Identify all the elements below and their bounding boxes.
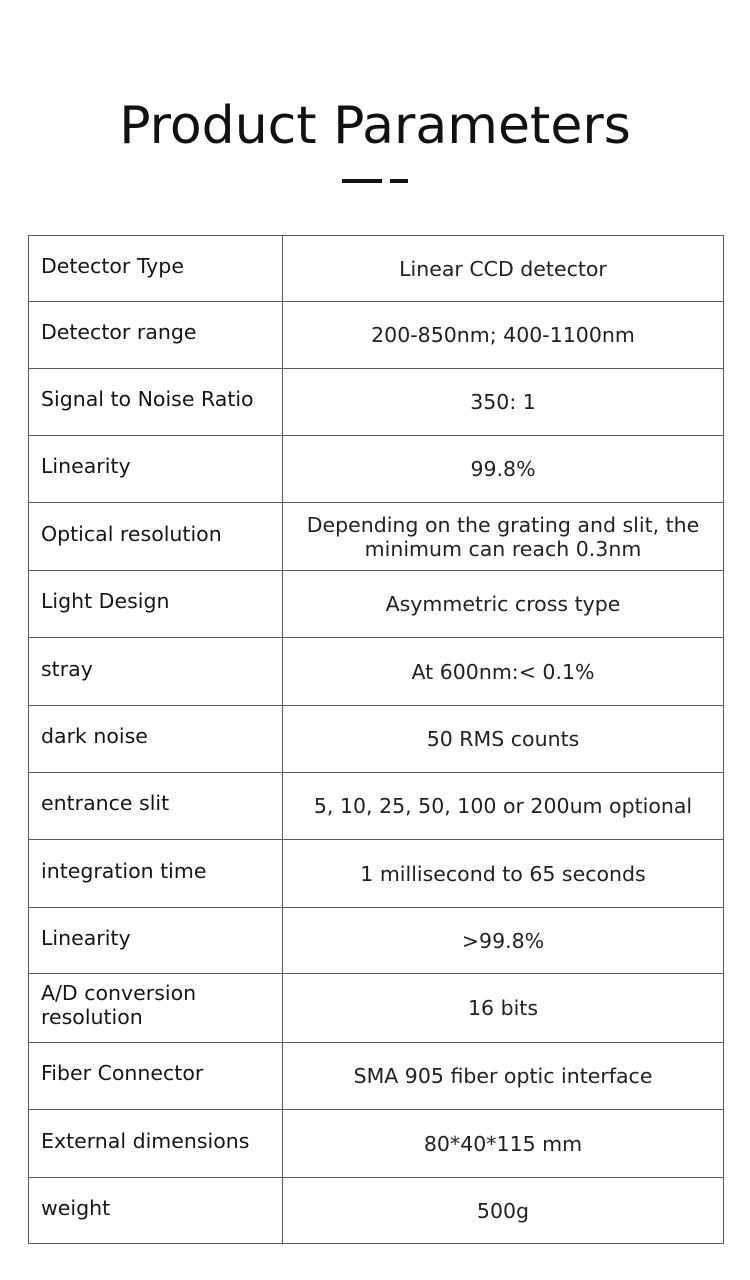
row-label	[29, 638, 283, 706]
row-label	[29, 974, 283, 1043]
row-value: SMA 905 fiber optic interface	[283, 1043, 724, 1110]
row-label-text: entrance slit	[41, 791, 170, 815]
row-value: 16 bits	[283, 974, 724, 1043]
row-label-text: Linearity	[41, 454, 131, 478]
row-label	[29, 1110, 283, 1178]
table-row	[29, 1043, 724, 1110]
row-value: At 600nm:< 0.1%	[283, 638, 724, 706]
table-row	[29, 773, 724, 840]
row-value: 50 RMS counts	[283, 706, 724, 773]
table-row	[29, 706, 724, 773]
row-label-text: integration time	[41, 858, 207, 883]
row-label-text: Fiber Connector	[41, 1061, 204, 1085]
table-row	[29, 436, 724, 503]
row-label	[29, 436, 283, 503]
row-value: 500g	[283, 1178, 724, 1244]
row-value: 350: 1	[283, 369, 724, 436]
row-label-text: A/D conversion resolution	[41, 981, 197, 1029]
row-label-text: dark noise	[41, 724, 148, 748]
row-label	[29, 503, 283, 571]
row-label	[29, 302, 283, 369]
title-underline-long	[342, 179, 382, 183]
table-row	[29, 369, 724, 436]
page-title: Product Parameters	[119, 96, 631, 156]
row-label-text: weight	[41, 1195, 111, 1220]
table-row	[29, 1110, 724, 1178]
row-value: >99.8%	[283, 908, 724, 974]
row-value: Depending on the grating and slit, the minimum can reach 0.3nm	[283, 503, 724, 571]
row-label-text: Detector range	[41, 320, 197, 344]
table-row	[29, 1178, 724, 1244]
row-label	[29, 773, 283, 840]
row-label	[29, 1178, 283, 1244]
row-value: Asymmetric cross type	[283, 571, 724, 638]
row-label-text: Linearity	[41, 925, 131, 950]
row-label	[29, 1043, 283, 1110]
row-label	[29, 840, 283, 908]
row-label	[29, 571, 283, 638]
row-label-text: Detector Type	[41, 253, 184, 278]
row-value: Linear CCD detector	[283, 236, 724, 302]
table-row	[29, 571, 724, 638]
table-row	[29, 503, 724, 571]
row-value: 1 millisecond to 65 seconds	[283, 840, 724, 908]
table-row	[29, 840, 724, 908]
row-value: 99.8%	[283, 436, 724, 503]
row-label-text: Optical resolution	[41, 521, 222, 546]
row-label-text: stray	[41, 656, 93, 681]
row-label-text: Light Design	[41, 589, 170, 613]
table-row	[29, 638, 724, 706]
row-label-text: External dimensions	[41, 1128, 250, 1153]
parameters-table	[28, 235, 724, 1244]
title-underline-short	[390, 179, 408, 183]
row-value: 200-850nm; 400-1100nm	[283, 302, 724, 369]
row-label	[29, 706, 283, 773]
row-label-text: Signal to Noise Ratio	[41, 387, 254, 411]
row-value: 80*40*115 mm	[283, 1110, 724, 1178]
table-row	[29, 908, 724, 974]
row-value: 5, 10, 25, 50, 100 or 200um optional	[283, 773, 724, 840]
row-label	[29, 369, 283, 436]
table-row	[29, 974, 724, 1043]
row-label	[29, 236, 283, 302]
table-row	[29, 236, 724, 302]
row-label	[29, 908, 283, 974]
table-row	[29, 302, 724, 369]
